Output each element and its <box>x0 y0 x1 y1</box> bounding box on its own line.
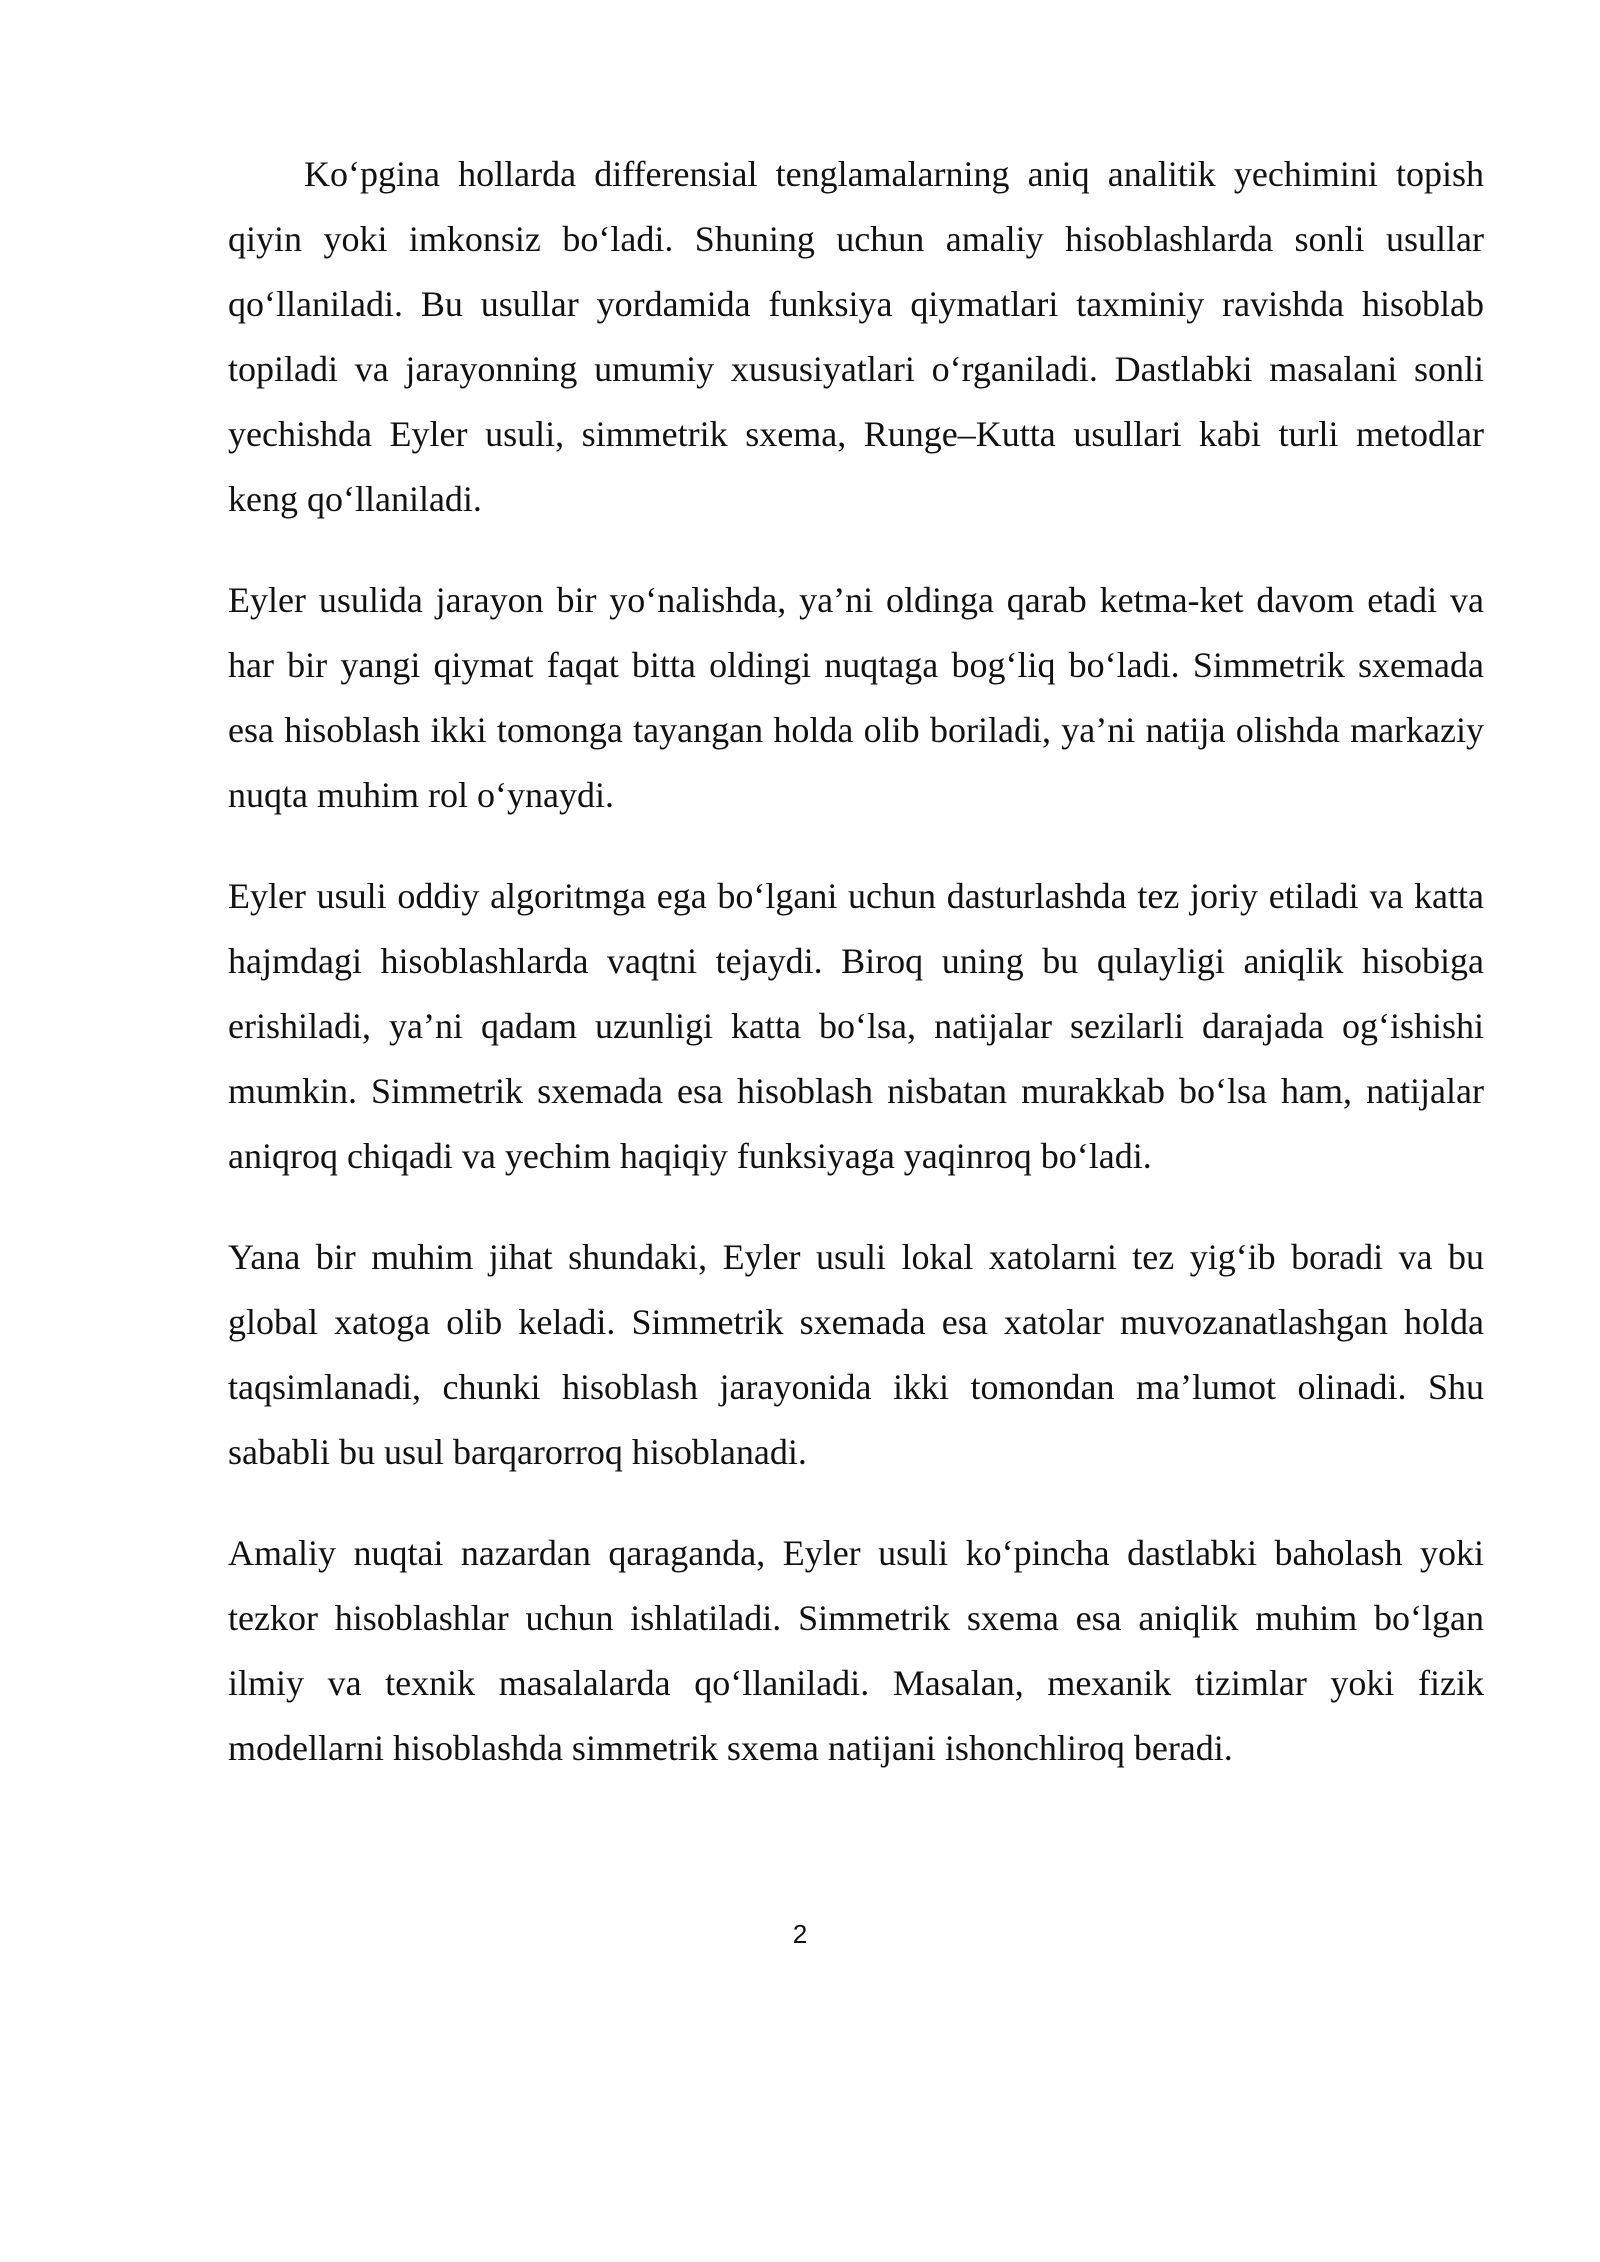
paragraph-1: Ko‘pgina hollarda differensial tenglamalarning aniq analitik yechimini topish qiyin yoki imkonsiz bo‘ladi. Shuning uchun amaliy hisoblashlarda sonli usullar qo‘llaniladi. Bu usullar yordamida funksiya qiymatlari taxminiy ravishda hisoblab topiladi va jarayonning umumiy xususiyatlari o‘rganiladi. Dastlabki masalani sonli yechishda Eyler usuli, simmetrik sxema, Runge–Kutta usullari kabi turli metodlar keng qo‘llaniladi. <box>228 154 1484 519</box>
paragraph-3: Eyler usuli oddiy algoritmga ega bo‘lgani uchun dasturlashda tez joriy etiladi va katta hajmdagi hisoblashlarda vaqtni tejaydi. Biroq uning bu qulayligi aniqlik hisobiga erishiladi, ya’ni qadam uzunligi katta bo‘lsa, natijalar sezilarli darajada og‘ishishi mumkin. Simmetrik sxemada esa hisoblash nisbatan murakkab bo‘lsa ham, natijalar aniqroq chiqadi va yechim haqiqiy funksiyaga yaqinroq bo‘ladi. <box>228 876 1484 1176</box>
paragraph-5: Amaliy nuqtai nazardan qaraganda, Eyler usuli ko‘pincha dastlabki baholash yoki tezkor hisoblashlar uchun ishlatiladi. Simmetrik sxema esa aniqlik muhim bo‘lgan ilmiy va texnik masalalarda qo‘llaniladi. Masalan, mexanik tizimlar yoki fizik modellarni hisoblashda simmetrik sxema natijani ishonchliroq beradi. <box>228 1533 1484 1768</box>
page-number: 2 <box>792 1919 808 1949</box>
paragraph-4: Yana bir muhim jihat shundaki, Eyler usuli lokal xatolarni tez yig‘ib boradi va bu global xatoga olib keladi. Simmetrik sxemada esa xatolar muvozanatlashgan holda taqsimlanadi, chunki hisoblash jarayonida ikki tomondan ma’lumot olinadi. Shu sababli bu usul barqarorroq hisoblanadi. <box>228 1237 1484 1472</box>
paragraph-2: Eyler usulida jarayon bir yo‘nalishda, ya’ni oldinga qarab ketma-ket davom etadi va har bir yangi qiymat faqat bitta oldingi nuqtaga bog‘liq bo‘ladi. Simmetrik sxemada esa hisoblash ikki tomonga tayangan holda olib boriladi, ya’ni natija olishda markaziy nuqta muhim rol o‘ynaydi. <box>228 580 1484 815</box>
body-text <box>228 142 1484 1817</box>
